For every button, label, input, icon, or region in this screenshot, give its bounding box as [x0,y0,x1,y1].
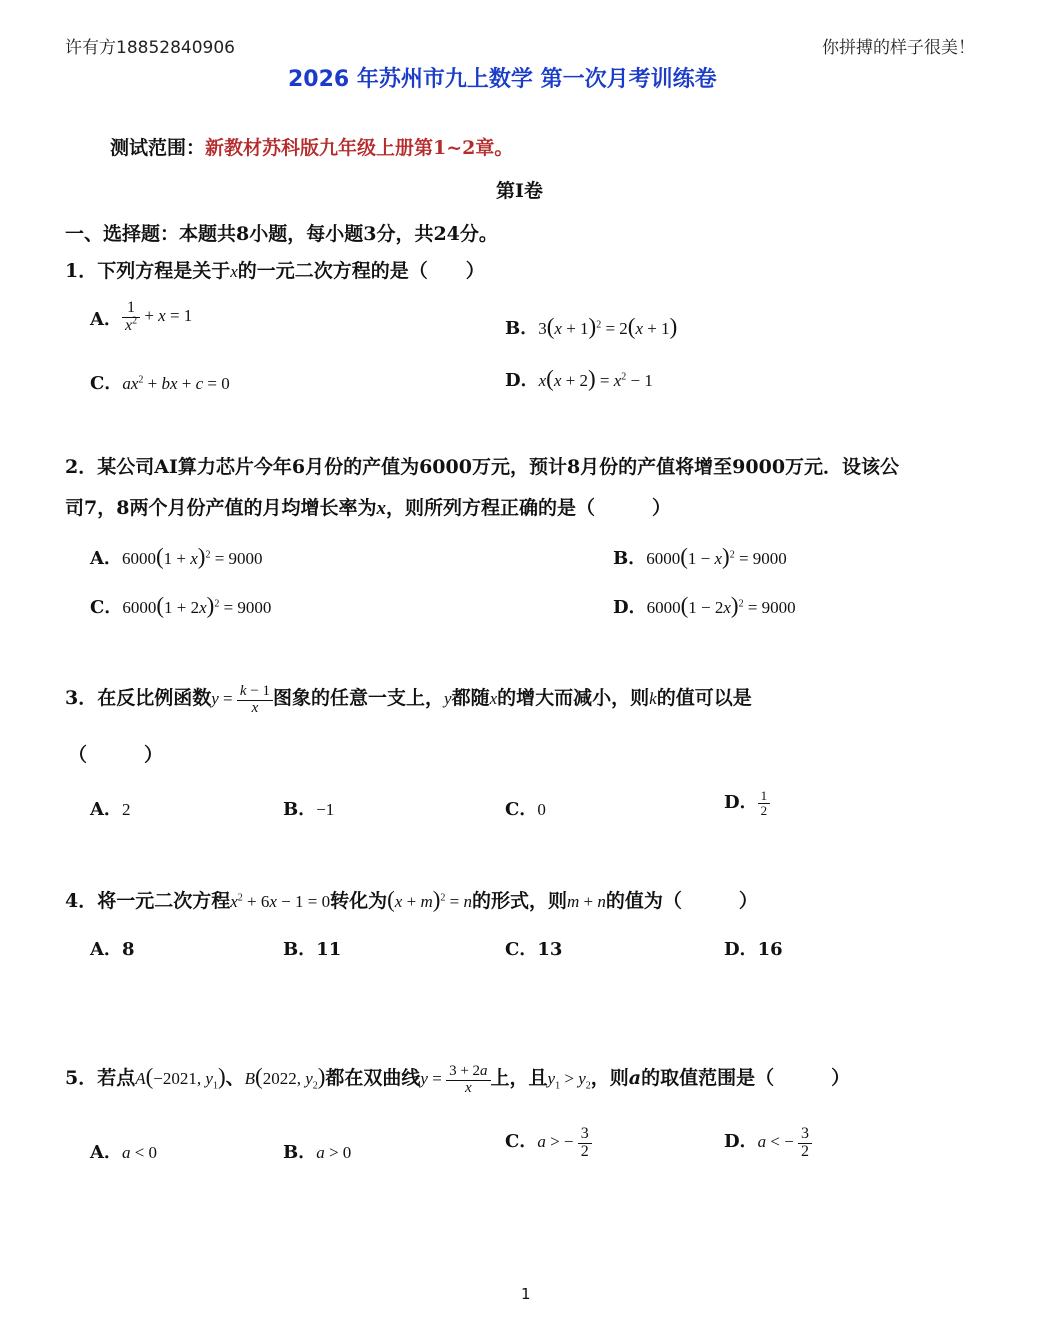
q4-option-a[interactable]: A．8 [90,939,135,960]
question-2-line-1: 2．某公司AI算力芯片今年6月份的产值为6000万元，预计8月份的产值将增至9000万元．设该公 [65,456,900,478]
q2-option-d[interactable]: D．$6000(1 - 2x)^2 = 9000$ [613,593,796,618]
header-right-text: 你拼搏的样子很美！ [822,38,975,58]
q2-option-b[interactable]: B．$6000(1 - x)^2 = 9000$ [613,544,787,569]
q5-option-c[interactable]: C．a > − $\frac{3}{2}$ [505,1126,592,1161]
question-2-line-2: 司7，8两个月份产值的月均增长率为x，则所列方程正确的是（ ） [65,497,671,519]
q1-prefix: 1．下列方程是关于 [65,260,231,282]
q1-suffix: 的一元二次方程的是（ ） [237,260,485,282]
q3-option-d[interactable]: D． $\frac{1}{2}$ [724,788,770,817]
test-scope [110,133,513,160]
q4-option-d[interactable]: D．16 [724,939,783,960]
q3-option-a[interactable]: A．2 [90,799,131,820]
q1-option-d[interactable]: D．$x(x + 2) = x^2 - 1$ [505,366,653,391]
volume-heading: 第Ⅰ卷 [496,180,543,202]
scope-label: 测试范围： [110,137,206,159]
q5-option-a[interactable]: A．a < 0 [90,1142,158,1163]
page-number: 1 [521,1285,531,1303]
q1-option-a[interactable]: A． $\frac{1}{x^2}$ + x = 1 [90,299,193,334]
q5-option-b[interactable]: B．a > 0 [283,1142,352,1163]
question-3-paren: （ ） [68,744,164,766]
question-1-stem [65,262,485,281]
question-3-stem: 3．在反比例函数y = $\frac{k - 1}{x}$ 图象的任意一支上，y都随x的增大而减小，则k的值可以是 [65,683,752,716]
q2-option-a[interactable]: A．$6000(1 + x)^2 = 9000$ [90,544,263,569]
page-title [288,62,717,93]
q1-option-c[interactable]: C．$ax^2$ + bx + c = 0 [90,373,230,394]
section-heading: 一、选择题：本题共8小题，每小题3分，共24分。 [65,223,498,245]
q1-option-b[interactable]: B．$3(x + 1)^2 = 2(x + 1)$ [505,314,678,339]
question-5-stem: 5．若点A(−2021, $y_1$)、B(2022, $y_2$)都在双曲线y = $\frac{3 + 2a}{x}$ 上，且$y_1 > y_2$，则a的取值范围是（ ） [65,1063,851,1096]
q3-option-c[interactable]: C．0 [505,799,546,820]
q4-option-c[interactable]: C．13 [505,939,563,960]
question-4-stem: 4．将一元二次方程$x^2 + 6x - 1 = 0$转化为$(x + m)^2 = n$的形式，则m + n的值为（ ） [65,887,758,912]
q4-option-b[interactable]: B．11 [283,939,342,960]
scope-value: 新教材苏科版九年级上册第1~2章。 [205,137,514,159]
q1-var: x [230,262,238,281]
title-main: 第一次月考训练卷 [540,67,717,92]
q2-option-c[interactable]: C．$6000(1 + 2x)^2 = 9000$ [90,593,272,618]
header-left-text: 许有方18852840906 [65,38,235,58]
q3-option-b[interactable]: B．−1 [283,799,335,820]
q5-option-d[interactable]: D．a < − $\frac{3}{2}$ [724,1126,812,1161]
title-prefix: 2026 年苏州市九上数学 [288,67,541,92]
